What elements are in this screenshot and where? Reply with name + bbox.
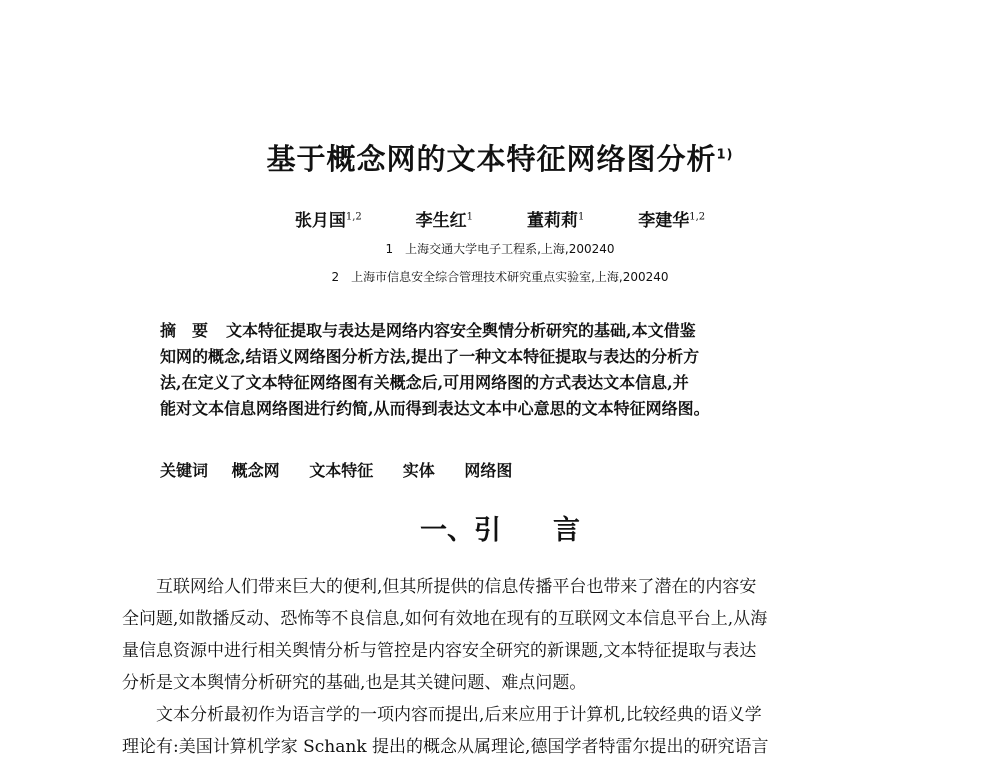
- author-list: [0, 206, 1000, 231]
- keyword: 文本特征: [309, 461, 374, 480]
- author: [295, 206, 362, 231]
- affiliation: [0, 268, 1000, 285]
- keyword: 网络图: [464, 461, 513, 480]
- paper-title: [0, 137, 1000, 178]
- abstract-label: 摘 要: [160, 321, 209, 340]
- section-heading: [0, 508, 1000, 547]
- section-title: 言: [553, 515, 580, 546]
- keywords: [160, 458, 536, 481]
- abstract: [160, 318, 846, 422]
- abstract-line: 知网的概念,结语义网络图分析方法,提出了一种文本特征提取与表达的分析方: [160, 347, 700, 366]
- abstract-line: [160, 318, 846, 344]
- author-affiliation-mark: 1,2: [345, 211, 362, 223]
- abstract-text: 文本特征提取与表达是网络内容安全舆情分析研究的基础,本文借鉴: [226, 321, 696, 340]
- paragraph-line: 分析是文本舆情分析研究的基础,也是其关键问题、难点问题。: [122, 673, 587, 693]
- author-affiliation-mark: 1,2: [689, 211, 706, 223]
- abstract-line: 能对文本信息网络图进行约简,从而得到表达文本中心意思的文本特征网络图。: [160, 399, 710, 418]
- body-text: [122, 571, 882, 763]
- author-name: 张月国: [294, 211, 346, 231]
- author-name: 李建华: [638, 211, 690, 231]
- keyword: 实体: [402, 461, 435, 480]
- affiliation-number: 1: [385, 242, 394, 256]
- title-footnote-mark: 1): [716, 147, 734, 163]
- author-name: 董莉莉: [526, 211, 578, 231]
- affiliation-text: 上海市信息安全综合管理技术研究重点实验室,上海,200240: [351, 270, 669, 284]
- author-affiliation-mark: 1: [577, 211, 585, 223]
- author-name: 李生红: [415, 211, 467, 231]
- paragraph-line: 量信息资源中进行相关舆情分析与管控是内容安全研究的新课题,文本特征提取与表达: [122, 641, 757, 661]
- paragraph-line: 文本分析最初作为语言学的一项内容而提出,后来应用于计算机,比较经典的语义学: [156, 705, 762, 725]
- author: [638, 206, 705, 231]
- author: [416, 206, 473, 231]
- affiliation-text: 上海交通大学电子工程系,上海,200240: [405, 242, 615, 256]
- author-affiliation-mark: 1: [466, 211, 474, 223]
- author: [527, 206, 584, 231]
- abstract-line: 法,在定义了文本特征网络图有关概念后,可用网络图的方式表达文本信息,并: [160, 373, 689, 392]
- keywords-label: 关键词: [160, 461, 209, 480]
- section-number: 一、引: [420, 515, 501, 546]
- affiliation-number: 2: [331, 270, 340, 284]
- paper-title-text: 基于概念网的文本特征网络图分析: [266, 142, 717, 176]
- affiliation: [0, 240, 1000, 257]
- keyword: 概念网: [231, 461, 280, 480]
- paragraph-line: 互联网给人们带来巨大的便利,但其所提供的信息传播平台也带来了潜在的内容安: [156, 577, 757, 597]
- paragraph-line: 全问题,如散播反动、恐怖等不良信息,如何有效地在现有的互联网文本信息平台上,从海: [122, 609, 768, 629]
- paragraph-line: 理论有:美国计算机学家 Schank 提出的概念从属理论,德国学者特雷尔提出的研究语言: [122, 737, 769, 757]
